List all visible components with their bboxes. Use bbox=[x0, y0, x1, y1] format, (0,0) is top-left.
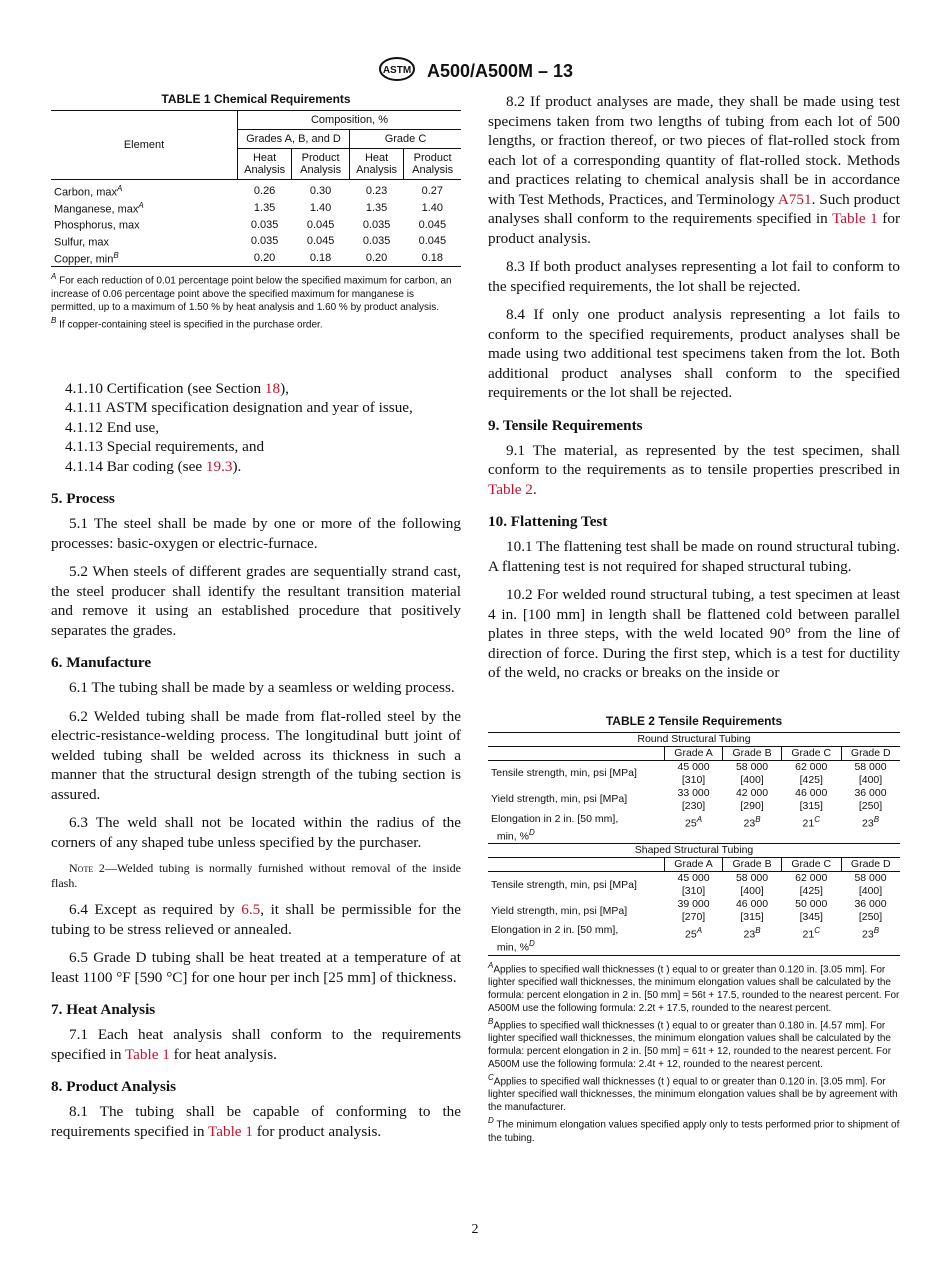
table-row: Tensile strength, min, psi [MPa] 45 000 [310] 58 000 [400] 62 000 [425] 58 000 [400] bbox=[491, 760, 887, 786]
paragraph: 9.1 The material, as represented by the test specimen, shall conform to the requirements as to tensile properties prescribed in Table 2. bbox=[488, 441, 900, 498]
standard-designation: A500/A500M – 13 bbox=[426, 61, 574, 81]
table2-footnote-a: $^A$Applies to specified wall thicknesses (t ) equal to or greater than 0.120 in. [3.05 mm]. For lighter specified wall thicknesses, the minimum elongation values shall be calculated by the formula: percent elongation in 2 in. [50 mm] = 56t + 17.5, rounded to the nearest percent. For A500M use the following formula: 2.2t + 17.5, rounded to the nearest percent. bbox=[488, 960, 900, 1014]
table2-footnote-b: $^B$Applies to specified wall thicknesses (t ) equal to or greater than 0.180 in. [4.57 mm]. For lighter specified wall thicknesses, the minimum elongation values shall be calculated by the formula: percent elongation in 2 in. [50 mm] = 61t + 12, rounded to the nearest percent. For A500M use the following formula: 2.4t + 12, rounded to the nearest percent. bbox=[488, 1016, 892, 1071]
table-link[interactable]: Table 1 bbox=[832, 210, 878, 227]
right-column bbox=[488, 92, 900, 1145]
t2-round-title: Round Structural Tubing bbox=[488, 732, 900, 746]
paragraph: 10.1 The flattening test shall be made on round structural tubing. A flattening test is not required for shaped structural tubing. bbox=[488, 538, 900, 575]
table-row: Yield strength, min, psi [MPa] 39 000 [270] 46 000 [315] 50 000 [345] 36 000 [250] bbox=[491, 898, 887, 923]
section-heading: 6. Manufacture bbox=[51, 654, 152, 672]
paragraph: 8.3 If both product analyses representing a lot fail to conform to the specified requirements, the lot shall be rejected. bbox=[488, 258, 900, 295]
paragraph: 6.1 The tubing shall be made by a seamless or welding process. bbox=[69, 679, 455, 697]
paragraph: 8.2 If product analyses are made, they shall be made using test specimens taken from two lengths of tubing from each lot of 500 lengths, or fraction thereof, or two pieces of flat-rolled stock from each lot of a corresponding quantity of flat-rolled stock. Methods and practices relating to chemical analysis shall be in accordance with Test Methods, Practices, and Terminology A751. Such product analyses shall conform to the requirements specified in Table 1 for product analysis. bbox=[488, 93, 901, 247]
astm-logo-icon bbox=[377, 56, 417, 87]
t1-sub-heat: Heat Analysis bbox=[238, 149, 292, 180]
t1-group-c: Grade C bbox=[349, 130, 461, 149]
section-link[interactable]: 19.3 bbox=[205, 457, 233, 475]
t1-group-abd: Grades A, B, and D bbox=[238, 130, 350, 149]
section-heading: 10. Flattening Test bbox=[488, 513, 608, 530]
logo-text: ASTM bbox=[382, 65, 412, 76]
table1-caption: TABLE 1 Chemical Requirements bbox=[161, 92, 351, 106]
section-heading: 8. Product Analysis bbox=[51, 1078, 177, 1096]
table2-caption: TABLE 2 Tensile Requirements bbox=[605, 713, 783, 728]
list-item: 4.1.13 Special requirements, and bbox=[65, 438, 265, 456]
section-heading: 5. Process bbox=[51, 490, 115, 508]
table-row: Tensile strength, min, psi [MPa] 45 000 [310] 58 000 [400] 62 000 [425] 58 000 [400] bbox=[491, 872, 887, 897]
t1-composition-header: Composition, % bbox=[238, 111, 462, 130]
table2: Round Structural Tubing Grade A Grade B Grade C Grade D Tensile strength, min, psi [MPa] 45 000 [310] 58 000 [400] 62 000 [425] 58 000 [400] Yield strength, min, psi [MPa] 33 000 [230] 42 000 [290] 46 000 [315] 36 000 [250] Elongation in 2 in. [50 mm], min, %$^D$ $25^A$ $23^B$ $21^C$ $23^B$ Shaped Structural Tubing Grade A Grade B Grade C Grade D Tensile strength, min, psi [MPa] 45 000 [310] 58 000 [400] 62 000 [425] 58 000 [400] Yield strength, min, psi [MPa] 39 000 [270] 46 000 [315] 50 000 [345] 36 000 [250] Elongation in 2 in. [50 mm], min, %$^D$ $25^A$ $23^B$ $21^C$ $23^B$ bbox=[488, 732, 900, 956]
t2-shaped-title: Shaped Structural Tubing bbox=[488, 844, 900, 858]
list-item: 4.1.12 End use, bbox=[65, 418, 160, 436]
paragraph: 5.1 The steel shall be made by one or more of the following processes: basic-oxygen or electric-furnace. bbox=[51, 515, 461, 552]
paragraph: 6.5 Grade D tubing shall be heat treated at a temperature of at least 1100 °F [590 °C] for one hour per inch [25 mm] of thickness. bbox=[51, 949, 461, 986]
paragraph: 10.2 For welded round structural tubing, a test specimen at least 4 in. [100 mm] in length shall be flattened cold between parallel plates in three steps, with the weld located 90° from the line of direction of force. During the first step, which is a test for ductility of the weld, no cracks or breaks on the inside or bbox=[488, 586, 900, 681]
paragraph: 8.4 If only one product analysis representing a lot fails to conform to the specified requirements, product analyses shall be made using two additional test specimens taken from the lot. Both additional product analyses shall conform to the specified requirements or the lot shall be rejected. bbox=[488, 306, 900, 401]
list-item: 4.1.14 Bar coding (see 19.3). bbox=[65, 457, 242, 475]
paragraph: 5.2 When steels of different grades are sequentially strand cast, the steel producer shall identify the resultant transition material and remove it using an established procedure that positively separates the grades. bbox=[51, 563, 461, 639]
section-heading: 7. Heat Analysis bbox=[51, 1001, 156, 1019]
note: Note 2—Welded tubing is normally furnished without removal of the inside flash. bbox=[51, 861, 461, 891]
paragraph: 6.2 Welded tubing shall be made from flat-rolled steel by the electric-resistance-welding process. The longitudinal butt joint of welded tubing shall be welded across its thickness in such a manner that the structural design strength of the tubing section is assured. bbox=[51, 707, 461, 803]
t1-element-header: Element bbox=[51, 111, 238, 180]
table-row: Copper, $\min^B$ 0.20 0.18 0.20 0.18 bbox=[51, 250, 461, 267]
list-item: 4.1.11 ASTM specification designation and year of issue, bbox=[65, 399, 413, 417]
table-link[interactable]: Table 1 bbox=[124, 1045, 170, 1063]
paragraph: 6.3 The weld shall not be located within the radius of the corners of any shaped tube unless specified by the purchaser. bbox=[51, 814, 461, 851]
table1-footnote-a: $^A$ For each reduction of 0.01 percentage point below the specified maximum for carbon, an increase of 0.06 percentage point above the specified maximum for manganese is permitted, up to a maximum of 1.50 % by heat analysis and 1.60 % by product analysis. bbox=[51, 272, 452, 313]
table2-footnote-c: $^C$Applies to specified wall thicknesses (t ) equal to or greater than 0.120 in. [3.05 mm]. For lighter specified wall thicknesses, the minimum elongation values shall be by agreement with the manufacturer. bbox=[488, 1073, 898, 1114]
table-row: Elongation in 2 in. [50 mm], min, %$^D$ $25^A$ $23^B$ $21^C$ $23^B$ bbox=[491, 812, 880, 842]
table-row: Elongation in 2 in. [50 mm], min, %$^D$ $25^A$ $23^B$ $21^C$ $23^B$ bbox=[488, 924, 900, 955]
table1-footnote-b: $^B$ If copper-containing steel is specified in the purchase order. bbox=[51, 315, 323, 330]
t1-sub-product: Product Analysis bbox=[404, 149, 461, 180]
section-heading: 9. Tensile Requirements bbox=[488, 416, 643, 434]
page-header bbox=[0, 56, 950, 87]
section-link[interactable]: 18 bbox=[264, 379, 281, 397]
table-row: Sulfur, max 0.035 0.045 0.035 0.045 bbox=[54, 235, 447, 249]
table-row: Manganese, $\max^A$ 1.35 1.40 1.35 1.40 bbox=[54, 200, 444, 216]
table-link[interactable]: Table 1 bbox=[208, 1122, 253, 1140]
table-row: Yield strength, min, psi [MPa] 33 000 [230] 42 000 [290] 46 000 [315] 36 000 [250] bbox=[491, 786, 887, 812]
left-column bbox=[51, 92, 461, 1150]
page-number: 2 bbox=[471, 1222, 479, 1237]
t1-sub-heat: Heat Analysis bbox=[349, 149, 403, 180]
table1 bbox=[51, 110, 461, 267]
paragraph: 8.1 The tubing shall be capable of conforming to the requirements specified in Table 1 for product analysis. bbox=[51, 1103, 461, 1140]
table-row: Phosphorus, max 0.035 0.045 0.035 0.045 bbox=[54, 218, 447, 232]
t1-sub-product: Product Analysis bbox=[292, 149, 350, 180]
section-link[interactable]: 6.5 bbox=[241, 901, 261, 919]
list-item: 4.1.10 Certification (see Section 18), bbox=[65, 379, 289, 397]
paragraph: 7.1 Each heat analysis shall conform to the requirements specified in Table 1 for heat analysis. bbox=[51, 1026, 461, 1063]
table-link[interactable]: Table 2 bbox=[488, 480, 533, 498]
standard-link[interactable]: A751 bbox=[777, 190, 812, 208]
table2-footnote-d: $^D$ The minimum elongation values specified apply only to tests performed prior to shipment of the tubing. bbox=[488, 1116, 900, 1144]
paragraph: 6.4 Except as required by 6.5, it shall be permissible for the tubing to be stress relieved or annealed. bbox=[51, 901, 461, 938]
table-row: Carbon, $\max^A$ 0.26 0.30 0.23 0.27 bbox=[54, 184, 444, 199]
